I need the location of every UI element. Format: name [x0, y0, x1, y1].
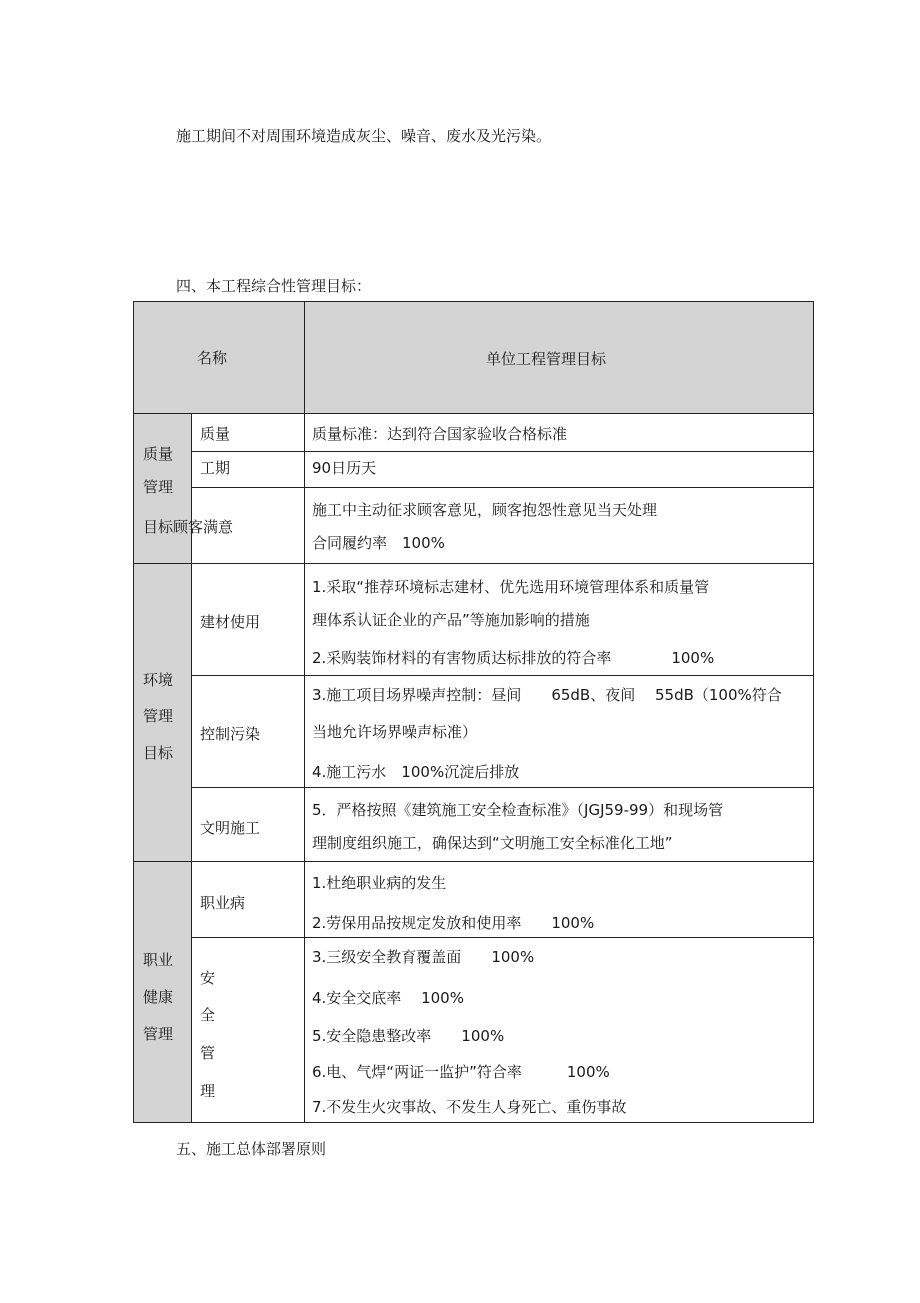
civilized-label: 文明施工 [200, 819, 261, 837]
table-border-left [133, 301, 134, 1123]
safety-item: 4.安全交底率 100% [312, 989, 464, 1007]
intro-paragraph: 施工期间不对周围环境造成灰尘、噪音、废水及光污染。 [176, 127, 552, 145]
row-divider [191, 675, 814, 676]
pollution-line-3: 4.施工污水 100%沉淀后排放 [312, 763, 520, 781]
satisfaction-line-2: 合同履约率 100% [312, 534, 445, 552]
disease-line-1: 1.杜绝职业病的发生 [312, 874, 447, 892]
safety-label-char: 安 [200, 969, 216, 987]
row-divider [133, 413, 814, 414]
disease-label: 职业病 [200, 894, 246, 912]
safety-label-char: 管 [200, 1044, 216, 1062]
safety-item: 3.三级安全教育覆盖面 100% [312, 948, 535, 966]
safety-label-char: 全 [200, 1006, 216, 1024]
pollution-label: 控制污染 [200, 725, 261, 743]
disease-line-2: 2.劳保用品按规定发放和使用率 100% [312, 914, 595, 932]
row-divider [133, 563, 814, 564]
group-quality-label-1: 质量 [143, 445, 174, 463]
row-divider [191, 787, 814, 788]
header-name: 名称 [197, 349, 228, 367]
header-target: 单位工程管理目标 [486, 350, 607, 368]
civilized-line-1: 5．严格按照《建筑施工安全检查标准》（JGJ59-99）和现场管 [312, 801, 724, 819]
row-divider [191, 937, 814, 938]
pollution-line-2: 当地允许场界噪声标准） [312, 723, 478, 741]
quality-value: 质量标准：达到符合国家验收合格标准 [312, 425, 568, 443]
materials-label: 建材使用 [200, 613, 261, 631]
section-5-heading: 五、施工总体部署原则 [176, 1140, 327, 1158]
group-health-label-2: 健康 [143, 988, 174, 1006]
materials-line-1: 1.采取“推荐环境标志建材、优先选用环境管理体系和质量管 [312, 578, 710, 596]
civilized-line-2: 理制度组织施工，确保达到“文明施工安全标准化工地” [312, 834, 673, 852]
period-value: 90日历天 [312, 459, 377, 477]
section-4-heading: 四、本工程综合性管理目标： [176, 277, 372, 295]
safety-item: 5.安全隐患整改率 100% [312, 1027, 505, 1045]
quality-label: 质量 [200, 425, 231, 443]
safety-item: 7.不发生火灾事故、不发生人身死亡、重伤事故 [312, 1098, 627, 1116]
safety-item: 6.电、气焊“两证一监护”符合率 100% [312, 1063, 610, 1081]
period-label: 工期 [200, 459, 231, 477]
group-health-label-3: 管理 [143, 1025, 174, 1043]
row-divider [133, 861, 814, 862]
satisfaction-line-1: 施工中主动征求顾客意见，顾客抱怨性意见当天处理 [312, 501, 658, 519]
row-divider [191, 451, 814, 452]
group-health-label-1: 职业 [143, 951, 174, 969]
group-env-label-3: 目标 [143, 744, 174, 762]
table-border-right [813, 301, 814, 1123]
materials-line-2: 理体系认证企业的产品”等施加影响的措施 [312, 611, 590, 629]
safety-label-char: 理 [200, 1082, 216, 1100]
table-border-bottom [133, 1122, 814, 1123]
group-env-label-2: 管理 [143, 707, 174, 725]
pollution-line-1: 3.施工项目场界噪声控制：昼间 65dB、夜间 55dB（100%符合 [312, 686, 782, 704]
column-divider [304, 301, 305, 1123]
group-env-label-1: 环境 [143, 671, 174, 689]
group-quality-label-2: 管理 [143, 478, 174, 496]
materials-line-3: 2.采购装饰材料的有害物质达标排放的符合率 100% [312, 649, 715, 667]
table-border-top [133, 301, 814, 302]
row-divider [191, 487, 814, 488]
group-quality-label-3: 目标顾客满意 [143, 518, 234, 536]
